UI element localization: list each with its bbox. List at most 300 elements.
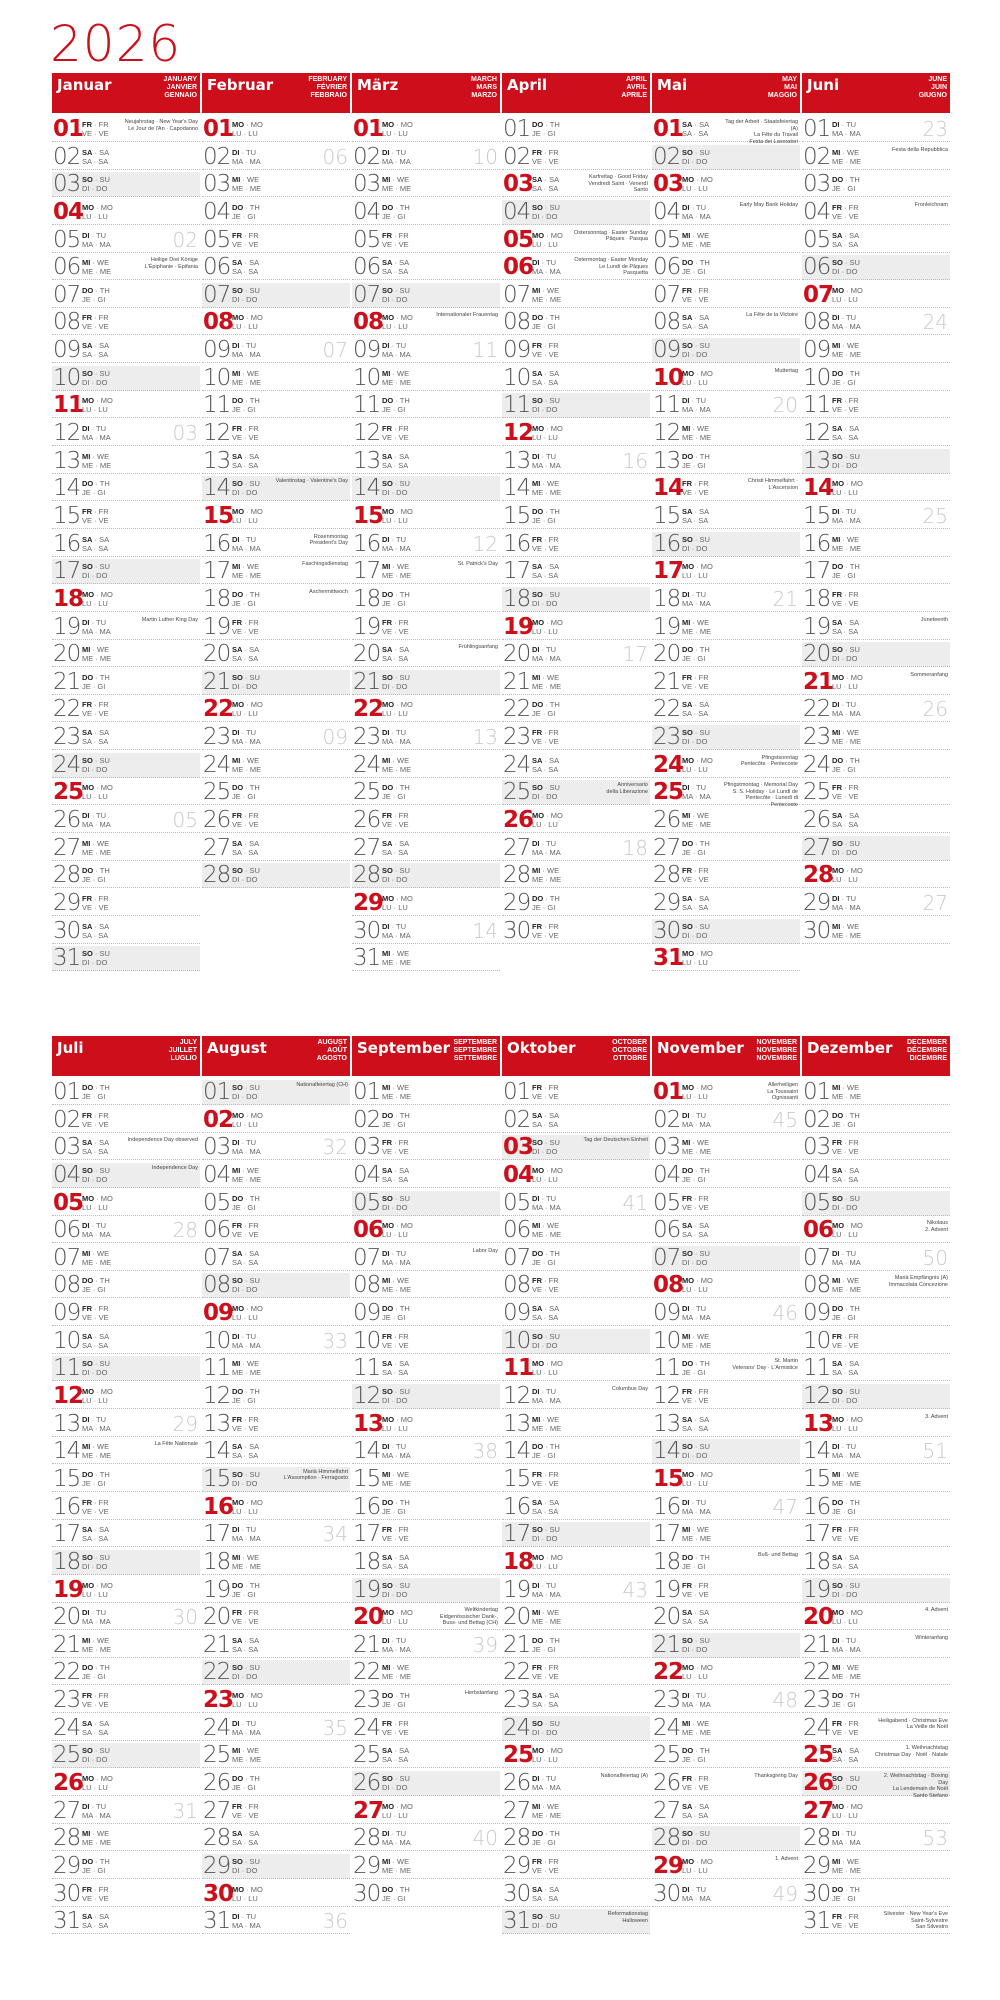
day-row [502, 1550, 650, 1575]
weekday-abbr: SA · SA SA · SA [832, 1552, 860, 1571]
weekday-abbr: SA · SA SA · SA [682, 120, 710, 138]
weekday-abbr: MI · WE ME · ME [832, 1856, 862, 1875]
day-number: 12 [803, 420, 831, 447]
weekday-abbr: DO · TH JE · GI [832, 1884, 860, 1903]
day-row [502, 117, 650, 142]
day-row [502, 863, 650, 888]
day-number: 04 [803, 1161, 831, 1188]
month-translation: JUNE [928, 76, 947, 83]
day-number: 02 [353, 143, 381, 170]
day-row [52, 1633, 200, 1658]
weekday-abbr: MI · WE ME · ME [832, 147, 862, 166]
day-row [652, 808, 800, 833]
day-number: 06 [653, 254, 681, 281]
weekday-abbr: DO · TH JE · GI [682, 645, 710, 664]
holiday-note: Winteranfang [915, 1634, 948, 1641]
day-row [652, 1605, 800, 1630]
weekday-abbr: DO · TH JE · GI [82, 1663, 110, 1682]
day-number: 15 [653, 502, 681, 529]
day-row [652, 1273, 800, 1298]
day-row [652, 1495, 800, 1520]
weekday-abbr: FR · FR VE · VE [232, 1414, 259, 1433]
day-row [52, 780, 200, 805]
weekday-abbr: MI · WE ME · ME [682, 1331, 712, 1350]
month-name: Dezember [807, 1039, 893, 1057]
day-row [802, 200, 950, 225]
day-number: 31 [353, 945, 381, 972]
week-number: 40 [472, 1826, 498, 1851]
day-row [652, 1439, 800, 1464]
day-row [802, 1578, 950, 1603]
day-number: 05 [53, 1189, 84, 1216]
day-number: 01 [203, 116, 234, 142]
weekday-abbr: MO · MO LU · LU [532, 1552, 563, 1571]
day-row [52, 1799, 200, 1824]
weekday-abbr: DI · TU MA · MA [382, 1829, 411, 1848]
holiday-note: Faschingsdienstag [302, 561, 348, 568]
day-number: 04 [53, 1161, 81, 1188]
weekday-abbr: DO · TH JE · GI [532, 893, 560, 912]
month-translation: FEBBRAIO [310, 92, 347, 99]
holiday-note: 1. Advent [775, 1855, 798, 1862]
weekday-abbr: SO · SU DI · DO [82, 1359, 110, 1378]
day-row [202, 228, 350, 253]
day-row [202, 1688, 350, 1713]
holiday-note: Juneteenth [920, 616, 948, 623]
day-row [502, 449, 650, 474]
day-row [202, 753, 350, 778]
day-list [502, 117, 650, 944]
day-row [202, 1467, 350, 1492]
day-row [202, 1191, 350, 1216]
weekday-abbr: MO · MO LU · LU [682, 1469, 713, 1488]
month-translation: JUILLET [168, 1047, 197, 1054]
day-row [352, 283, 500, 308]
day-row [802, 1135, 950, 1160]
weekday-abbr: DO · TH JE · GI [532, 120, 560, 138]
day-row [502, 200, 650, 225]
day-row [352, 338, 500, 363]
week-number: 23 [922, 117, 948, 141]
week-number: 48 [772, 1688, 798, 1713]
day-number: 06 [653, 1217, 681, 1244]
day-number: 12 [353, 1383, 381, 1410]
day-row [352, 1854, 500, 1879]
day-number: 26 [53, 807, 81, 834]
day-row [652, 366, 800, 391]
day-row [52, 1605, 200, 1630]
day-row [652, 1356, 800, 1381]
day-number: 10 [653, 1327, 681, 1354]
day-row [52, 200, 200, 225]
weekday-abbr: DI · TU MA · MA [532, 258, 561, 277]
day-number: 22 [203, 1659, 231, 1686]
day-number: 16 [803, 530, 831, 557]
weekday-abbr: MI · WE ME · ME [232, 1746, 262, 1765]
weekday-abbr: MI · WE ME · ME [532, 866, 562, 885]
day-row [502, 1854, 650, 1879]
day-row [52, 1882, 200, 1907]
day-number: 07 [353, 1244, 381, 1271]
day-number: 04 [503, 1161, 534, 1188]
weekday-abbr: FR · FR VE · VE [832, 1525, 859, 1544]
day-list [652, 1080, 800, 1907]
month-translation: AVRIL [626, 84, 647, 91]
weekday-abbr: SA · SA SA · SA [832, 811, 860, 830]
day-row [502, 393, 650, 418]
weekday-abbr: DI · TU MA · MA [232, 534, 261, 553]
day-row [802, 393, 950, 418]
day-row [802, 504, 950, 529]
weekday-abbr: DO · TH JE · GI [232, 1193, 260, 1212]
weekday-abbr: SO · SU DI · DO [832, 451, 860, 470]
weekday-abbr: DI · TU MA · MA [232, 147, 261, 166]
weekday-abbr: SO · SU DI · DO [382, 285, 410, 304]
calendar-half-2 [52, 1036, 952, 1941]
day-row [502, 1605, 650, 1630]
weekday-abbr: FR · FR VE · VE [832, 1718, 859, 1737]
day-row [352, 1301, 500, 1326]
weekday-abbr: SO · SU DI · DO [682, 1248, 710, 1267]
day-number: 03 [653, 171, 684, 198]
day-row [52, 449, 200, 474]
day-number: 30 [53, 1880, 81, 1907]
day-row [502, 145, 650, 170]
weekday-abbr: MO · MO LU · LU [832, 866, 863, 885]
day-row [202, 145, 350, 170]
day-number: 23 [803, 1687, 831, 1714]
day-row [652, 753, 800, 778]
weekday-abbr: FR · FR VE · VE [532, 1856, 559, 1875]
day-row [502, 1826, 650, 1851]
weekday-abbr: SO · SU DI · DO [232, 1083, 260, 1101]
day-row [652, 891, 800, 916]
day-number: 31 [503, 1908, 531, 1935]
day-number: 05 [653, 1189, 681, 1216]
day-number: 20 [803, 641, 831, 668]
day-number: 18 [503, 1548, 534, 1575]
day-number: 26 [503, 1770, 531, 1797]
weekday-abbr: SA · SA SA · SA [382, 1359, 410, 1378]
weekday-abbr: DO · TH JE · GI [82, 672, 110, 691]
weekday-abbr: DO · TH JE · GI [232, 1774, 260, 1793]
weekday-abbr: DI · TU MA · MA [682, 396, 711, 415]
day-row [502, 891, 650, 916]
day-row [202, 1743, 350, 1768]
weekday-abbr: MO · MO LU · LU [382, 1414, 413, 1433]
month-translations [768, 76, 797, 100]
month-translation: APRIL [626, 76, 647, 83]
day-number: 26 [203, 1770, 231, 1797]
weekday-abbr: FR · FR VE · VE [832, 783, 859, 802]
day-row [502, 1218, 650, 1243]
day-row [502, 615, 650, 640]
day-row [652, 1826, 800, 1851]
weekday-abbr: MO · MO LU · LU [82, 396, 113, 415]
day-number: 21 [803, 668, 834, 695]
weekday-abbr: SA · SA SA · SA [832, 1165, 860, 1184]
weekday-abbr: FR · FR VE · VE [682, 672, 709, 691]
day-row [352, 615, 500, 640]
week-number: 17 [622, 642, 648, 667]
day-row [52, 476, 200, 501]
month-translation: SETTEMBRE [453, 1055, 497, 1062]
weekday-abbr: MI · WE ME · ME [532, 285, 562, 304]
weekday-abbr: SA · SA SA · SA [232, 451, 260, 470]
month-name: August [207, 1039, 267, 1057]
day-number: 10 [803, 364, 831, 391]
month-september [352, 1036, 500, 1941]
weekday-abbr: DO · TH JE · GI [682, 1552, 710, 1571]
day-number: 01 [503, 116, 531, 142]
day-row [202, 808, 350, 833]
day-number: 02 [203, 1106, 234, 1133]
weekday-abbr: MO · MO LU · LU [832, 1221, 863, 1240]
weekday-abbr: DO · TH JE · GI [832, 755, 860, 774]
day-row [352, 808, 500, 833]
weekday-abbr: SO · SU DI · DO [232, 672, 260, 691]
day-row [802, 780, 950, 805]
weekday-abbr: FR · FR VE · VE [532, 1276, 559, 1295]
week-number: 12 [472, 531, 498, 556]
holiday-note: Aschermittwoch [309, 588, 348, 595]
day-number: 29 [653, 1852, 684, 1879]
weekday-abbr: SO · SU DI · DO [232, 866, 260, 885]
week-number: 29 [172, 1411, 198, 1436]
day-row [802, 1882, 950, 1907]
day-number: 09 [203, 337, 231, 364]
day-row [802, 1854, 950, 1879]
day-row [802, 1412, 950, 1437]
weekday-abbr: DI · TU MA · MA [832, 1442, 861, 1461]
day-number: 10 [53, 364, 81, 391]
weekday-abbr: SA · SA SA · SA [532, 1304, 560, 1323]
weekday-abbr: SO · SU DI · DO [532, 1331, 560, 1350]
weekday-abbr: DO · TH JE · GI [82, 866, 110, 885]
weekday-abbr: MI · WE ME · ME [532, 479, 562, 498]
weekday-abbr: MI · WE ME · ME [682, 1138, 712, 1157]
day-row [202, 1826, 350, 1851]
month-translation: AOÛT [327, 1047, 347, 1054]
weekday-abbr: FR · FR VE · VE [382, 1525, 409, 1544]
day-row [652, 670, 800, 695]
day-row [502, 1108, 650, 1133]
day-number: 25 [503, 1742, 534, 1769]
day-number: 28 [53, 862, 81, 889]
holiday-note: Tag der Arbeit · Staatsfeiertag (A) La Fête du Travail Festa dei Lavoratori [725, 119, 798, 145]
day-number: 21 [53, 668, 81, 695]
day-row [52, 1329, 200, 1354]
day-number: 13 [53, 1410, 81, 1437]
day-row [652, 1743, 800, 1768]
month-translations [612, 1039, 647, 1063]
weekday-abbr: MI · WE ME · ME [832, 921, 862, 940]
weekday-abbr: MI · WE ME · ME [382, 1856, 412, 1875]
day-row [652, 421, 800, 446]
day-row [352, 1771, 500, 1796]
day-row [652, 1080, 800, 1105]
day-number: 09 [653, 337, 681, 364]
day-number: 14 [503, 1438, 531, 1465]
day-number: 25 [803, 1742, 834, 1769]
weekday-abbr: DI · TU MA · MA [382, 1442, 411, 1461]
weekday-abbr: DI · TU MA · MA [382, 728, 411, 747]
month-translation: SEPTEMBER [453, 1039, 497, 1046]
day-number: 23 [803, 724, 831, 751]
weekday-abbr: MO · MO LU · LU [232, 1110, 263, 1129]
day-row [202, 366, 350, 391]
day-number: 26 [353, 1770, 381, 1797]
month-translation: GENNAIO [164, 92, 197, 99]
day-row [52, 1301, 200, 1326]
day-row [52, 393, 200, 418]
holiday-note: Labor Day [472, 1247, 498, 1254]
day-number: 15 [503, 1465, 531, 1492]
weekday-abbr: SO · SU DI · DO [532, 783, 560, 802]
day-number: 07 [53, 281, 81, 308]
day-number: 05 [803, 226, 831, 253]
day-row [802, 283, 950, 308]
weekday-abbr: FR · FR VE · VE [532, 1469, 559, 1488]
day-row [802, 476, 950, 501]
day-row [652, 1301, 800, 1326]
day-number: 30 [653, 917, 681, 944]
weekday-abbr: MI · WE ME · ME [682, 1525, 712, 1544]
day-number: 18 [653, 1548, 681, 1575]
day-row [352, 1273, 500, 1298]
weekday-abbr: FR · FR VE · VE [682, 1387, 709, 1406]
week-number: 46 [772, 1301, 798, 1326]
weekday-abbr: DI · TU MA · MA [82, 1801, 111, 1820]
day-number: 17 [653, 558, 684, 585]
day-row [352, 255, 500, 280]
weekday-abbr: DI · TU MA · MA [682, 1497, 711, 1516]
day-number: 03 [53, 1134, 81, 1161]
weekday-abbr: FR · FR VE · VE [682, 479, 709, 498]
weekday-abbr: SO · SU DI · DO [532, 589, 560, 608]
weekday-abbr: DI · TU MA · MA [532, 838, 561, 857]
day-number: 28 [653, 1825, 681, 1852]
month-translation: NOVEMBER [756, 1039, 797, 1046]
month-translation: DÉCEMBRE [906, 1047, 947, 1054]
day-row [202, 1163, 350, 1188]
week-number: 18 [622, 835, 648, 860]
month-januar [52, 73, 200, 978]
month-translations [453, 1039, 497, 1063]
day-number: 28 [503, 1825, 531, 1852]
day-number: 07 [353, 281, 381, 308]
day-row [202, 310, 350, 335]
day-number: 17 [803, 1521, 831, 1548]
holiday-note: Heilige Drei Könige L'Épiphanie · Epifania [144, 257, 198, 270]
holiday-note: Weltkindertag Eidgenössischer Dank-, Buss- und Bettag (CH) [439, 1607, 498, 1627]
day-list [52, 1080, 200, 1934]
holiday-note: St. Martin Veterans' Day · L'Armistice [732, 1358, 798, 1371]
day-number: 12 [503, 420, 534, 447]
weekday-abbr: FR · FR VE · VE [832, 1912, 859, 1931]
day-number: 02 [503, 143, 531, 170]
holiday-note: La Fête Nationale [154, 1441, 198, 1448]
weekday-abbr: MI · WE ME · ME [682, 811, 712, 830]
day-number: 29 [803, 1852, 831, 1879]
day-number: 24 [653, 751, 684, 778]
weekday-abbr: DI · TU MA · MA [682, 589, 711, 608]
weekday-abbr: FR · FR VE · VE [82, 1110, 109, 1129]
weekday-abbr: MO · MO LU · LU [682, 1663, 713, 1682]
day-number: 24 [353, 751, 381, 778]
weekday-abbr: FR · FR VE · VE [682, 1193, 709, 1212]
day-number: 12 [353, 420, 381, 447]
day-number: 22 [53, 1659, 81, 1686]
weekday-abbr: MI · WE ME · ME [532, 1801, 562, 1820]
weekday-abbr: SO · SU DI · DO [832, 838, 860, 857]
weekday-abbr: SA · SA SA · SA [382, 451, 410, 470]
day-row [352, 1688, 500, 1713]
day-row [652, 1384, 800, 1409]
weekday-abbr: SO · SU DI · DO [532, 202, 560, 221]
day-row [652, 1108, 800, 1133]
day-number: 18 [203, 1548, 231, 1575]
day-number: 04 [353, 1161, 381, 1188]
day-row [802, 310, 950, 335]
day-number: 25 [653, 779, 684, 806]
day-list [352, 117, 500, 971]
day-row [502, 587, 650, 612]
day-number: 29 [653, 889, 681, 916]
day-row [652, 697, 800, 722]
day-row [352, 697, 500, 722]
weekday-abbr: FR · FR VE · VE [682, 285, 709, 304]
day-row [202, 476, 350, 501]
day-number: 14 [503, 475, 531, 502]
day-row [802, 1605, 950, 1630]
day-number: 07 [653, 1244, 681, 1271]
day-number: 23 [503, 724, 531, 751]
day-row [352, 642, 500, 667]
weekday-abbr: MI · WE ME · ME [382, 175, 412, 194]
weekday-abbr: SO · SU DI · DO [232, 1276, 260, 1295]
day-row [652, 1660, 800, 1685]
day-row [802, 449, 950, 474]
month-header [802, 1036, 950, 1076]
weekday-abbr: SA · SA SA · SA [532, 1884, 560, 1903]
weekday-abbr: DI · TU MA · MA [832, 120, 861, 138]
day-row [502, 1191, 650, 1216]
day-number: 16 [353, 530, 381, 557]
weekday-abbr: SA · SA SA · SA [682, 313, 710, 332]
day-number: 31 [53, 945, 81, 972]
month-august [202, 1036, 350, 1941]
weekday-abbr: MI · WE ME · ME [832, 1663, 862, 1682]
day-row [502, 1384, 650, 1409]
day-row [202, 642, 350, 667]
day-number: 13 [53, 447, 81, 474]
weekday-abbr: SO · SU DI · DO [382, 1193, 410, 1212]
day-number: 02 [803, 1106, 831, 1133]
weekday-abbr: MO · MO LU · LU [82, 202, 113, 221]
day-number: 29 [503, 1852, 531, 1879]
day-number: 11 [53, 1355, 81, 1382]
holiday-note: Independence Day [151, 1164, 198, 1171]
weekday-abbr: SA · SA SA · SA [832, 617, 860, 636]
weekday-abbr: MO · MO LU · LU [532, 1359, 563, 1378]
day-row [52, 1135, 200, 1160]
day-number: 11 [203, 1355, 231, 1382]
weekday-abbr: SO · SU DI · DO [682, 1635, 710, 1654]
day-row [652, 1412, 800, 1437]
weekday-abbr: DI · TU MA · MA [232, 1718, 261, 1737]
weekday-abbr: SO · SU DI · DO [232, 1663, 260, 1682]
